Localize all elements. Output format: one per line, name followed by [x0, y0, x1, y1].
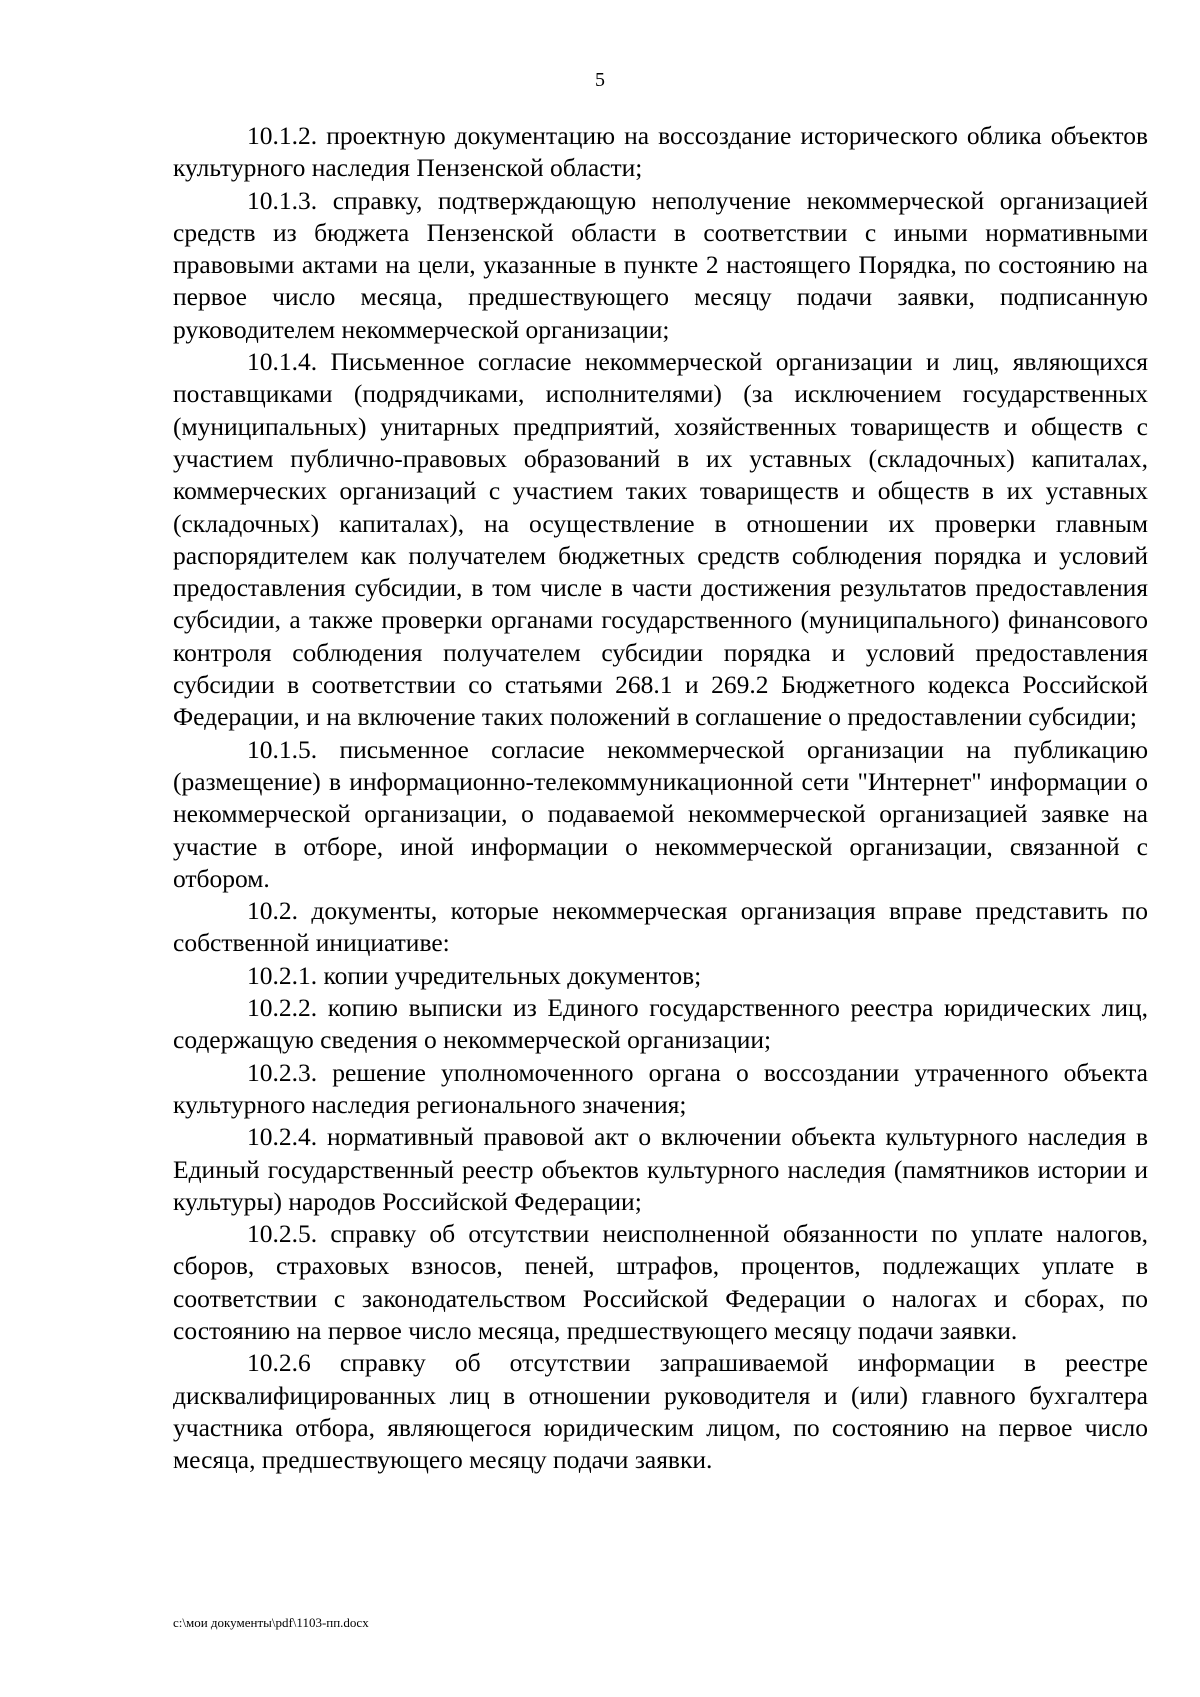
paragraph-10-2-4: 10.2.4. нормативный правовой акт о включении объекта культурного наследия в Единый государственный реестр объектов культурного наследия (памятников истории и культуры) народов Российской Федерации; — [173, 1122, 1148, 1216]
page-number: 5 — [595, 69, 605, 91]
paragraph-10-2-2: 10.2.2. копию выписки из Единого государственного реестра юридических лиц, содержащую сведения о некоммерческой организации; — [173, 993, 1148, 1055]
paragraph-10-1-3: 10.1.3. справку, подтверждающую неполучение некоммерческой организацией средств из бюджета Пензенской области в соответствии с иными нормативными правовыми актами на цели, указанные в пункте 2 настоящего Порядка, по состоянию на первое число месяца, предшествующего месяцу подачи заявки, подписанную руководителем некоммерческой организации; — [173, 185, 1148, 344]
paragraph-10-2-5: 10.2.5. справку об отсутствии неисполненной обязанности по уплате налогов, сборов, страховых взносов, пеней, штрафов, процентов, подлежащих уплате в соответствии с законодательством Российской Федерации о налогах и сборах, по состоянию на первое число месяца, предшествующего месяцу подачи заявки. — [173, 1219, 1148, 1345]
paragraph-10-1-2: 10.1.2. проектную документацию на воссоздание исторического облика объектов культурного наследия Пензенской области; — [173, 121, 1148, 183]
paragraph-10-2-3: 10.2.3. решение уполномоченного органа о воссоздании утраченного объекта культурного наследия регионального значения; — [173, 1057, 1148, 1119]
footer-file-path: c:\мои документы\pdf\1103-пп.docx — [173, 1615, 369, 1630]
paragraph-10-2-6: 10.2.6 справку об отсутствии запрашиваемой информации в реестре дисквалифицированных лиц в отношении руководителя и (или) главного бухгалтера участника отбора, являющегося юридическим лицом, по состоянию на первое число месяца, предшествующего месяцу подачи заявки. — [173, 1348, 1148, 1475]
paragraph-10-2-1: 10.2.1. копии учредительных документов; — [247, 960, 702, 990]
paragraph-10-2: 10.2. документы, которые некоммерческая организация вправе представить по собственной инициативе: — [173, 896, 1148, 958]
paragraph-10-1-5: 10.1.5. письменное согласие некоммерческой организации на публикацию (размещение) в информационно-телекоммуникационной сети "Интернет" информации о некоммерческой организации, о подаваемой некоммерческой организацией заявке на участие в отборе, иной информации о некоммерческой организации, связанной с отбором. — [173, 734, 1148, 893]
document-body — [173, 120, 1148, 1476]
paragraph-10-1-4: 10.1.4. Письменное согласие некоммерческой организации и лиц, являющихся поставщиками (подрядчиками, исполнителями) (за исключением государственных (муниципальных) унитарных предприятий, хозяйственных товариществ и обществ с участием публично-правовых образований в их уставных (складочных) капиталах, коммерческих организаций с участием таких товариществ и обществ в их уставных (складочных) капиталах), на осуществление в отношении их проверки главным распорядителем как получателем бюджетных средств соблюдения порядка и условий предоставления субсидии, в том числе в части достижения результатов предоставления субсидии, а также проверки органами государственного (муниципального) финансового контроля соблюдения получателем субсидии порядка и условий предоставления субсидии в соответствии со статьями 268.1 и 269.2 Бюджетного кодекса Российской Федерации, и на включение таких положений в соглашение о предоставлении субсидии; — [173, 347, 1148, 732]
